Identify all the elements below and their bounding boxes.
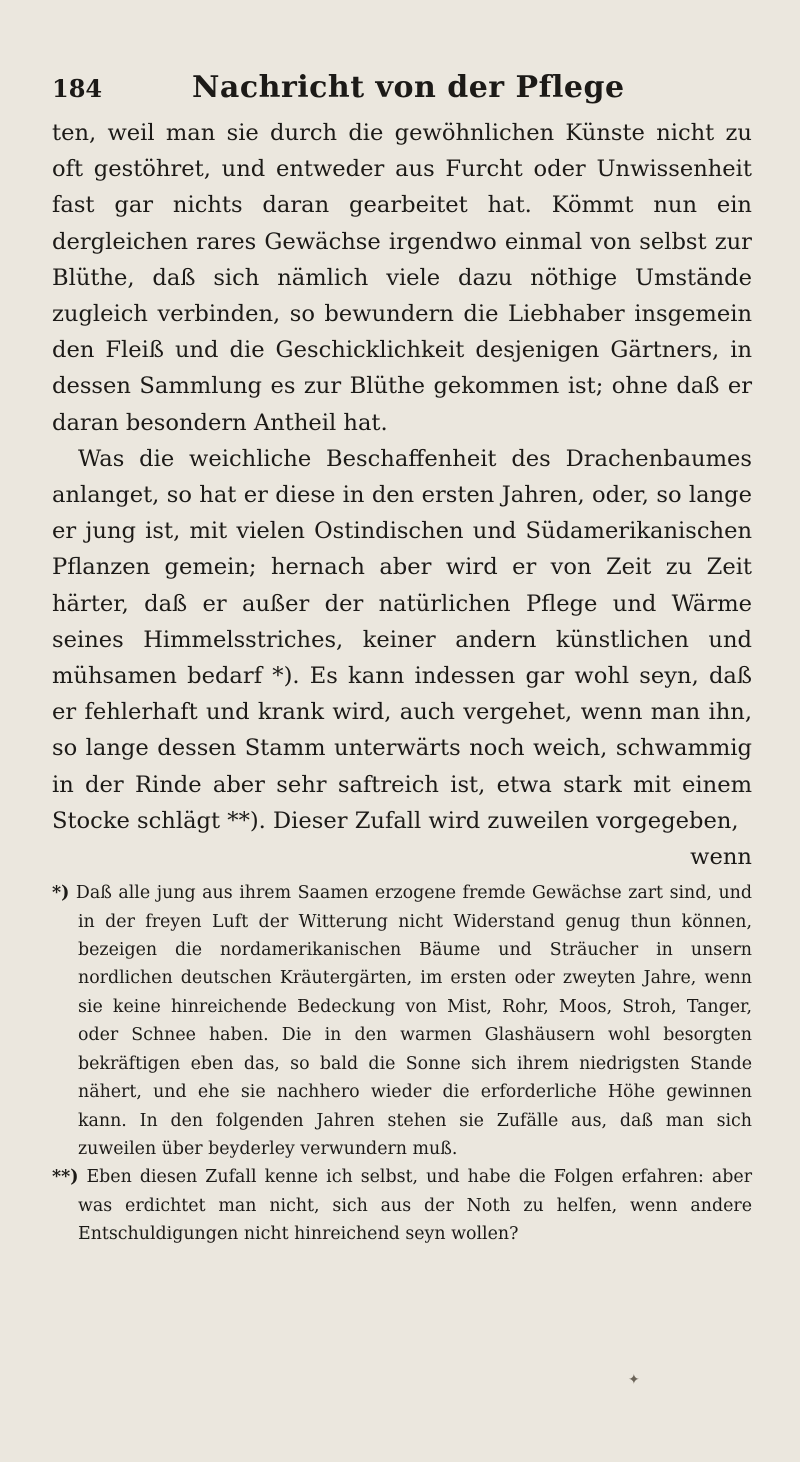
footnote-1: [52, 879, 752, 1163]
page-number: 184: [52, 74, 103, 103]
body-text: [52, 115, 752, 875]
footnote-2-text: Eben diesen Zufall kenne ich selbst, und habe die Folgen erfahren: aber was erdichtet man nicht, sich aus der Noth zu helfen, wenn andere Entschuldigungen nicht hinreichend seyn wollen?: [78, 1167, 753, 1245]
footnotes: [52, 879, 752, 1248]
paragraph-2: Was die weichliche Beschaffenheit des Drachenbaumes anlanget, so hat er diese in den ersten Jahren, oder, so lange er jung ist, mit vielen Ostindischen und Südamerikanischen Pflanzen gemein; hernach aber wird er von Zeit zu Zeit härter, daß er außer der natürlichen Pflege und Wärme seines Himmelsstriches, keiner andern künstlichen und mühsamen bedarf *). Es kann indessen gar wohl seyn, daß er fehlerhaft und krank wird, auch vergehet, wenn man ihn, so lange dessen Stamm unterwärts noch weich, schwammig in der Rinde aber sehr saftreich ist, etwa stark mit einem Stocke schlägt **). Dieser Zufall wird zuweilen vorgegeben,: [52, 445, 752, 834]
footnote-1-mark: *): [52, 883, 70, 904]
footnote-2-mark: **): [52, 1167, 79, 1188]
running-head-title: Nachricht von der Pflege: [192, 70, 625, 105]
page-mark-ornament: ✦: [628, 1372, 640, 1388]
footnote-2: [52, 1163, 752, 1248]
footnote-1-text: Daß alle jung aus ihrem Saamen erzogene fremde Gewächse zart sind, und in der freyen Luft der Witterung nicht Widerstand genug thun können, bezeigen die nordamerikanischen Bäume und Sträucher in unsern nordlichen deutschen Kräutergärten, im ersten oder zweyten Jahre, wenn sie keine hinreichende Bedeckung von Mist, Rohr, Moos, Stroh, Tanger, oder Schnee haben. Die in den warmen Glashäusern wohl besorgten bekräftigen eben das, so bald die Sonne sich ihrem niedrigsten Stande nähert, und ehe sie nachhero wieder die erforderliche Höhe gewinnen kann. In den folgenden Jahren stehen sie Zufälle aus, daß man sich zuweilen über beyderley verwundern muß.: [75, 883, 753, 1159]
catchword: wenn: [690, 844, 752, 871]
running-head: [52, 70, 752, 105]
paragraph-1: ten, weil man sie durch die gewöhnlichen Künste nicht zu oft gestöhret, und entweder aus Furcht oder Unwissenheit fast gar nichts daran gearbeitet hat. Kömmt nun ein dergleichen rares Gewächse irgendwo einmal von selbst zur Blüthe, daß sich nämlich viele dazu nöthige Umstände zugleich verbinden, so bewundern die Liebhaber insgemein den Fleiß und die Geschicklichkeit desjenigen Gärtners, in dessen Sammlung es zur Blüthe gekommen ist; ohne daß er daran besondern Antheil hat.: [52, 120, 752, 436]
